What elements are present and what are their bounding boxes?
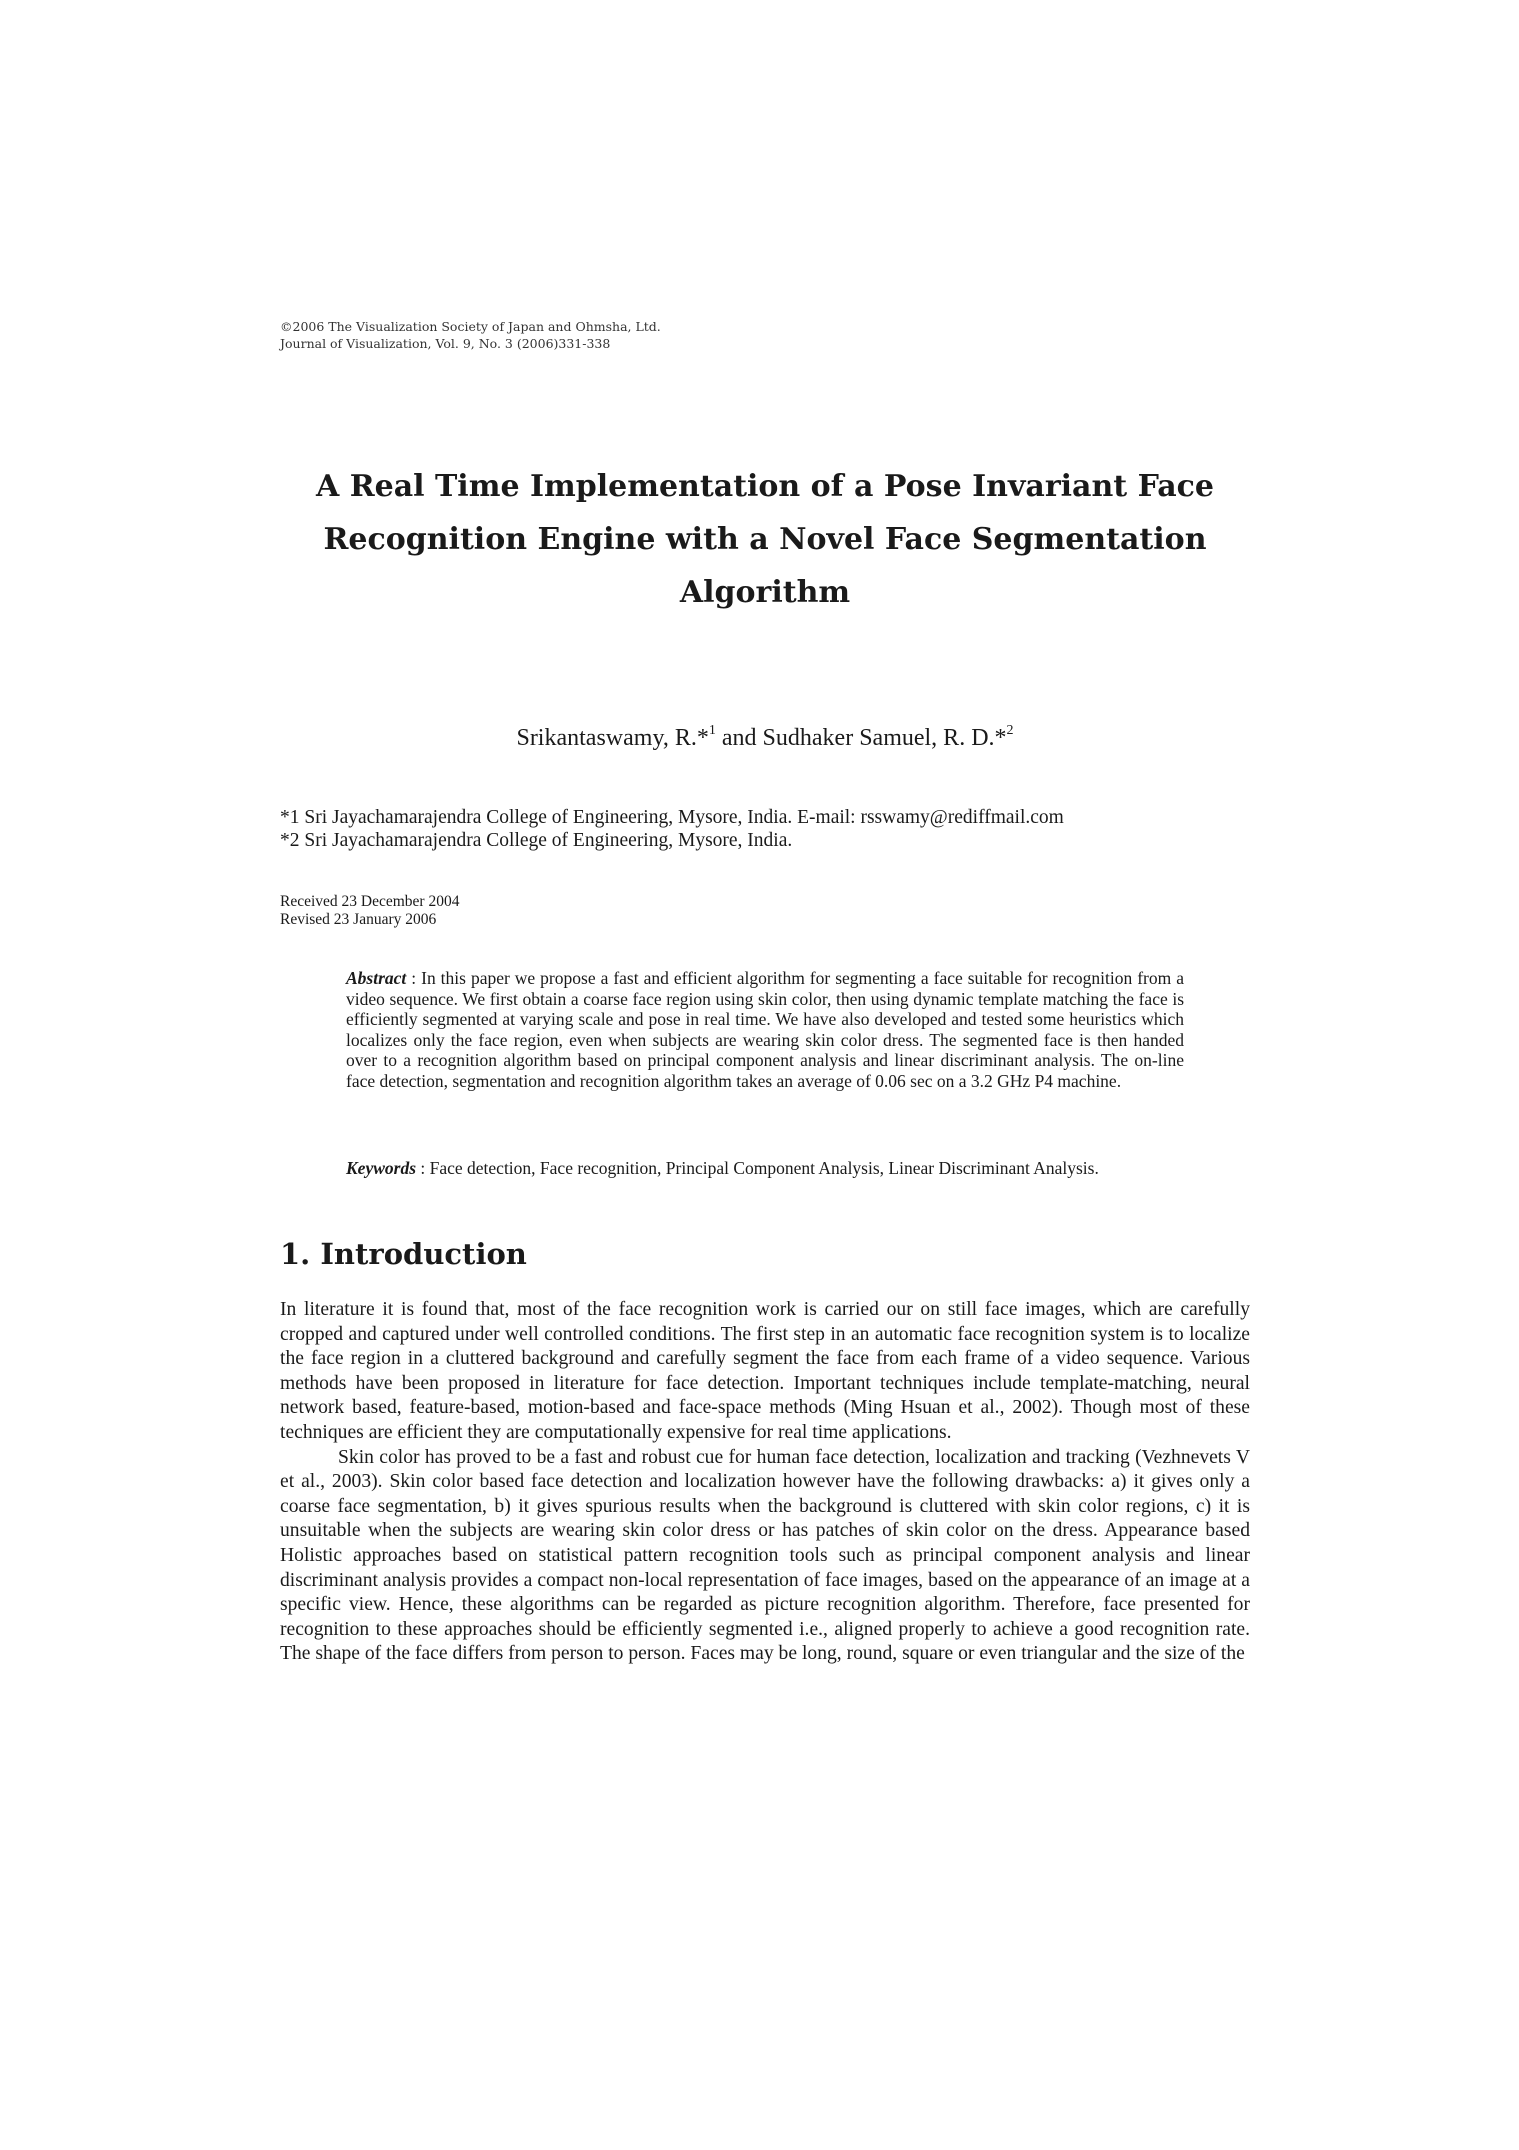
abstract-text: In this paper we propose a fast and efficient algorithm for segmenting a face suitable for recognition from a video sequence. We first obtain a coarse face region using skin color, then using dynamic template matching the face is efficiently segmented at varying scale and pose in real time. We have also developed and tested some heuristics which localizes only the face region, even when subjects are wearing skin color dress. The segmented face is then handed over to a recognition algorithm based on principal component analysis and linear discriminant analysis. The on-line face detection, segmentation and recognition algorithm takes an average of 0.06 sec on a 3.2 GHz P4 machine. — [346, 968, 1184, 1091]
title-line-3: Algorithm — [679, 575, 851, 610]
abstract-separator: : — [406, 968, 422, 988]
author-conjunction: and — [715, 725, 763, 751]
keywords-text: Face detection, Face recognition, Principal Component Analysis, Linear Discriminant Analysis. — [429, 1158, 1099, 1178]
keywords-label: Keywords — [346, 1158, 416, 1178]
received-date: Received 23 December 2004 — [280, 893, 460, 910]
title-line-1: A Real Time Implementation of a Pose Invariant Face — [315, 469, 1215, 504]
abstract — [346, 968, 1184, 1091]
keywords-separator: : — [416, 1158, 430, 1178]
citation-line: Journal of Visualization, Vol. 9, No. 3 (2006)331-338 — [280, 336, 611, 351]
paragraph: In literature it is found that, most of the face recognition work is carried our on still face images, which are carefully cropped and captured under well controlled conditions. The first step in an automatic face recognition system is to localize the face region in a cluttered background and carefully segment the face from each frame of a video sequence. Various methods have been proposed in literature for face detection. Important techniques include template-matching, neural network based, feature-based, motion-based and face-space methods (Ming Hsuan et al., 2002). Though most of these techniques are efficient they are computationally expensive for real time applications. — [280, 1299, 1250, 1443]
affiliations — [280, 806, 1064, 852]
paragraph: Skin color has proved to be a fast and robust cue for human face detection, localization and tracking (Vezhnevets V et al., 2003). Skin color based face detection and localization however have the following drawbacks: a) it gives only a coarse face segmentation, b) it gives spurious results when the background is cluttered with skin color regions, c) it is unsuitable when the subjects are wearing skin color dress or has patches of skin color on the dress. Appearance based Holistic approaches based on statistical pattern recognition tools such as principal component analysis and linear discriminant analysis provides a compact non-local representation of face images, based on the appearance of an image at a specific view. Hence, these algorithms can be regarded as picture recognition algorithm. Therefore, face presented for recognition to these approaches should be efficiently segmented i.e., aligned properly to achieve a good recognition rate. The shape of the face differs from person to person. Faces may be long, round, square or even triangular and the size of the — [280, 1446, 1250, 1665]
title-line-2: Recognition Engine with a Novel Face Segmentation — [323, 522, 1207, 557]
author-1: Srikantaswamy, R.* — [516, 725, 709, 751]
paper-title — [280, 460, 1250, 619]
submission-dates — [280, 893, 459, 929]
revised-date: Revised 23 January 2006 — [280, 911, 437, 928]
affiliation-2: *2 Sri Jayachamarajendra College of Engineering, Mysore, India. — [280, 830, 793, 851]
author-1-affiliation-mark: 1 — [708, 723, 716, 738]
author-2: Sudhaker Samuel, R. D.* — [762, 725, 1007, 751]
abstract-label: Abstract — [346, 968, 407, 988]
introduction-body — [280, 1298, 1250, 1667]
keywords — [346, 1158, 1184, 1179]
author-list — [280, 718, 1250, 753]
section-heading-introduction: 1. Introduction — [280, 1237, 527, 1271]
affiliation-1: *1 Sri Jayachamarajendra College of Engineering, Mysore, India. E-mail: rsswamy@rediffmail.com — [280, 807, 1064, 828]
author-2-affiliation-mark: 2 — [1006, 723, 1014, 738]
copyright-line: ©2006 The Visualization Society of Japan and Ohmsha, Ltd. — [280, 319, 661, 334]
journal-header — [280, 318, 661, 352]
